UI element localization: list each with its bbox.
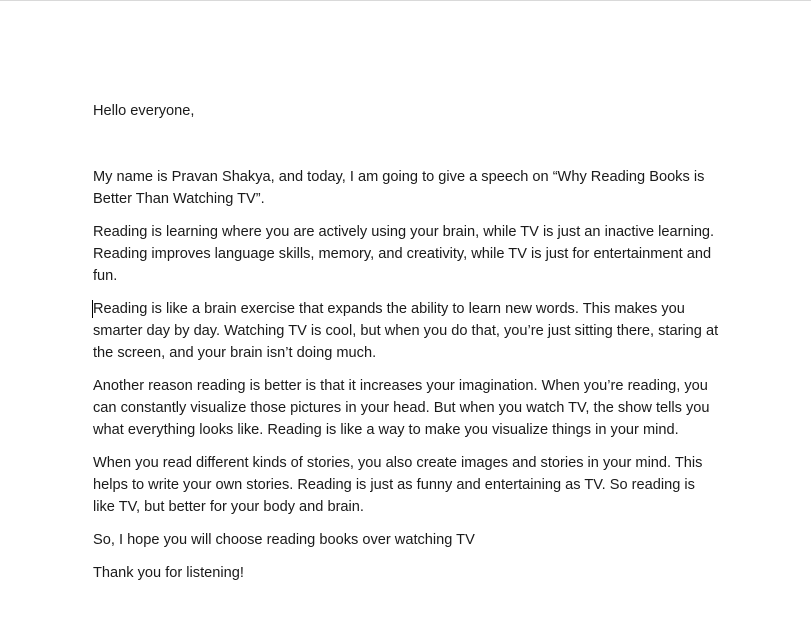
text-cursor	[92, 300, 93, 318]
paragraph-stories[interactable]: When you read different kinds of stories, you also create images and stories in your mind. This helps to write your own stories. Reading is just as funny and entertaining as TV. So reading is like TV, but better for your body and brain.	[93, 455, 703, 515]
paragraph-brain-exercise[interactable]: Reading is like a brain exercise that expands the ability to learn new words. This makes you smarter day by day. Watching TV is cool, but when you do that, you’re just sitting there, staring at the screen, and your brain isn’t doing much.	[93, 301, 719, 361]
greeting-paragraph[interactable]: Hello everyone,	[93, 103, 195, 119]
paragraph-active-learning[interactable]: Reading is learning where you are actively using your brain, while TV is just an inactive learning. Reading improves language skills, memory, and creativity, while TV is just for entertainment and fun.	[93, 224, 715, 284]
paragraph-with-cursor[interactable]	[93, 298, 719, 364]
paragraph-imagination[interactable]: Another reason reading is better is that it increases your imagination. When you’re reading, you can constantly visualize those pictures in your head. But when you watch TV, the show tells you what everything looks like. Reading is like a way to make you visualize things in your mind.	[93, 378, 710, 438]
document-body[interactable]	[93, 100, 719, 595]
conclusion-paragraph[interactable]: So, I hope you will choose reading books over watching TV	[93, 532, 475, 548]
intro-paragraph[interactable]: My name is Pravan Shakya, and today, I am going to give a speech on “Why Reading Books is Better Than Watching TV”.	[93, 169, 705, 207]
closing-paragraph[interactable]: Thank you for listening!	[93, 565, 244, 581]
